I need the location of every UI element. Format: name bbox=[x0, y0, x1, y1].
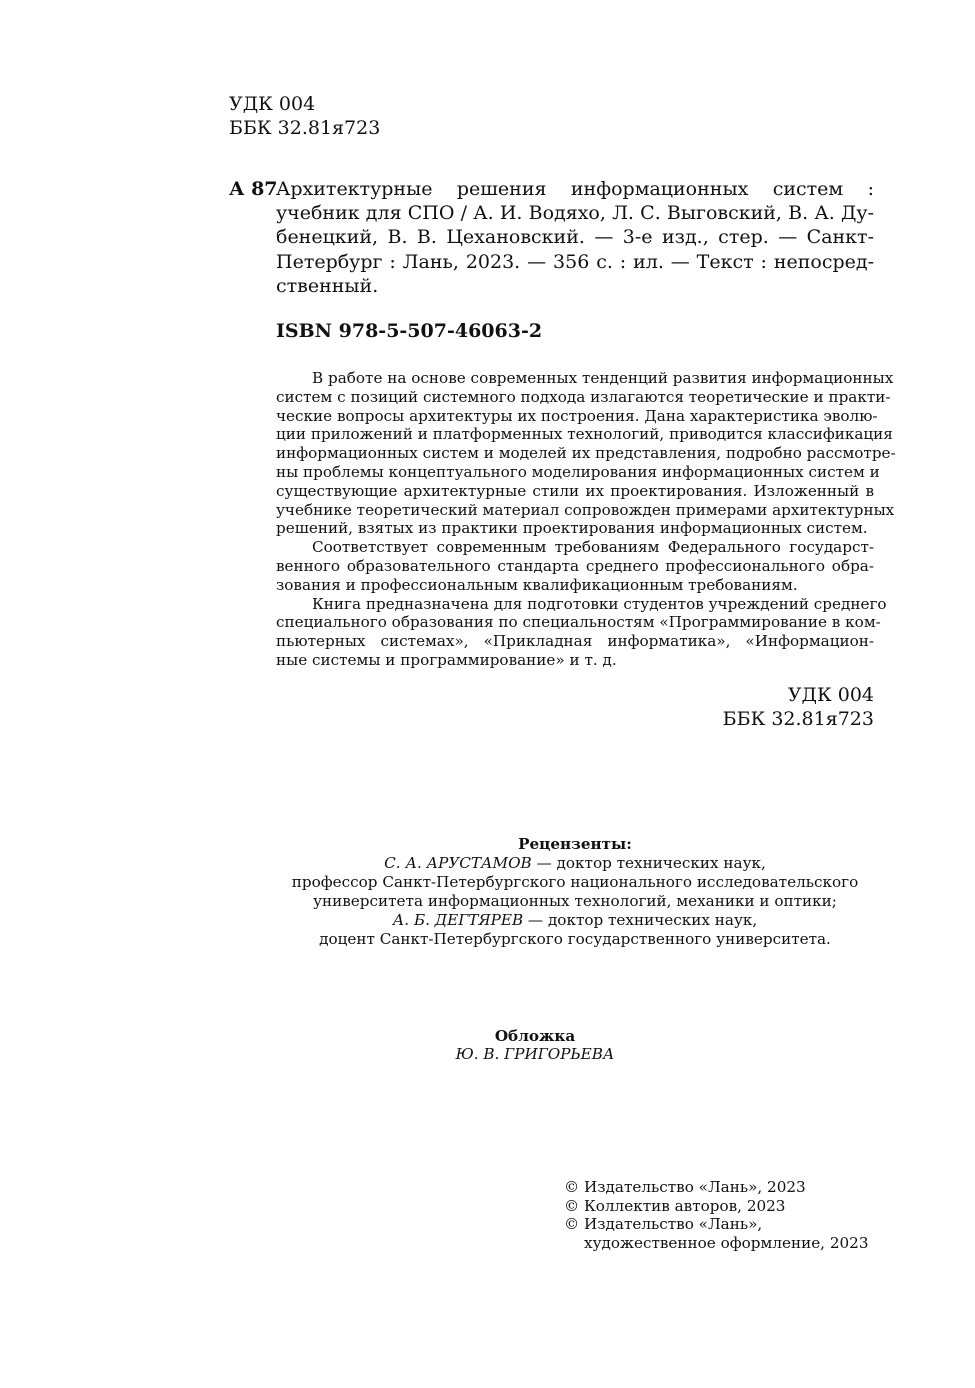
abstract-line: пьютерных системах», «Прикладная информатика», «Информацион- bbox=[276, 632, 874, 651]
abstract-line: учебнике теоретический материал сопровожден примерами архитектурных bbox=[276, 500, 895, 519]
abstract-line: Соответствует современным требованиям Федерального государст- bbox=[312, 538, 874, 557]
reviewer-1-affiliation-cont: университета информационных технологий, механики и оптики; bbox=[313, 892, 837, 910]
abstract-line: специального образования по специальностям «Программирование в ком- bbox=[276, 613, 881, 632]
biblio-line: бенецкий, В. В. Цехановский. — 3-е изд., стер. — Санкт- bbox=[276, 226, 874, 249]
author-mark: А 87 bbox=[229, 178, 278, 200]
udk-bbk-footer bbox=[600, 683, 874, 731]
reviewer-1-name: С. А. АРУСТАМОВ bbox=[384, 854, 532, 872]
biblio-line: ственный. bbox=[276, 274, 379, 297]
abstract-line: ческие вопросы архитектуры их построения. Дана характеристика эволю- bbox=[276, 406, 878, 425]
copyright-authors: © Коллектив авторов, 2023 bbox=[564, 1196, 786, 1215]
abstract-line: систем с позиций системного подхода излагаются теоретические и практи- bbox=[276, 387, 891, 406]
udk-bbk-header bbox=[229, 92, 380, 140]
reviewer-2-name: А. Б. ДЕГТЯРЕВ bbox=[392, 911, 524, 929]
biblio-line: учебник для СПО / А. И. Водяхо, Л. С. Выговский, В. А. Ду- bbox=[276, 202, 874, 225]
copyright-design-cont: художественное оформление, 2023 bbox=[584, 1233, 869, 1252]
abstract-line: ные системы и программирование» и т. д. bbox=[276, 650, 617, 669]
udk-code: УДК 004 bbox=[787, 684, 874, 706]
isbn: ISBN 978-5-507-46063-2 bbox=[276, 320, 543, 342]
abstract-line: информационных систем и моделей их представления, подробно рассмотре- bbox=[276, 444, 896, 463]
cover-designer: Ю. В. ГРИГОРЬЕВА bbox=[455, 1045, 615, 1063]
copyright-publisher: © Издательство «Лань», 2023 bbox=[564, 1178, 806, 1196]
abstract bbox=[276, 369, 896, 670]
reviewers bbox=[276, 835, 874, 949]
cover-heading: Обложка bbox=[494, 1027, 576, 1045]
biblio-line: Петербург : Лань, 2023. — 356 с. : ил. — Текст : непосред- bbox=[276, 250, 874, 273]
abstract-line: В работе на основе современных тенденций развития информационных bbox=[312, 369, 894, 387]
abstract-line: Книга предназначена для подготовки студентов учреждений среднего bbox=[312, 594, 887, 613]
reviewer-2-title: — доктор технических наук, bbox=[523, 911, 758, 929]
biblio-line: Архитектурные решения информационных систем : bbox=[276, 178, 874, 200]
reviewer-1 bbox=[276, 854, 874, 873]
reviewer-2-affiliation: доцент Санкт-Петербургского государственного университета. bbox=[319, 930, 831, 948]
copyright-design: © Издательство «Лань», bbox=[564, 1215, 763, 1234]
reviewer-2 bbox=[276, 911, 874, 930]
bbk-code: ББК 32.81я723 bbox=[722, 708, 874, 730]
bibliographic-entry bbox=[276, 177, 874, 298]
abstract-line: ции приложений и платформенных технологий, приводится классификация bbox=[276, 425, 893, 444]
abstract-line: решений, взятых из практики проектирования информационных систем. bbox=[276, 519, 868, 538]
abstract-line: венного образовательного стандарта среднего профессионального обра- bbox=[276, 556, 874, 575]
copyright-block bbox=[564, 1178, 869, 1252]
reviewer-1-title: — доктор технических наук, bbox=[531, 854, 766, 872]
udk-code: УДК 004 bbox=[229, 93, 316, 115]
reviewers-heading: Рецензенты: bbox=[518, 835, 632, 853]
bbk-code: ББК 32.81я723 bbox=[229, 117, 381, 139]
abstract-line: ны проблемы концептуального моделирования информационных систем и bbox=[276, 462, 880, 481]
abstract-line: существующие архитектурные стили их проектирования. Изложенный в bbox=[276, 481, 874, 500]
abstract-line: зования и профессиональным квалификационным требованиям. bbox=[276, 575, 798, 594]
cover-credit bbox=[276, 1027, 794, 1063]
reviewer-1-affiliation: профессор Санкт-Петербургского национального исследовательского bbox=[291, 873, 859, 891]
